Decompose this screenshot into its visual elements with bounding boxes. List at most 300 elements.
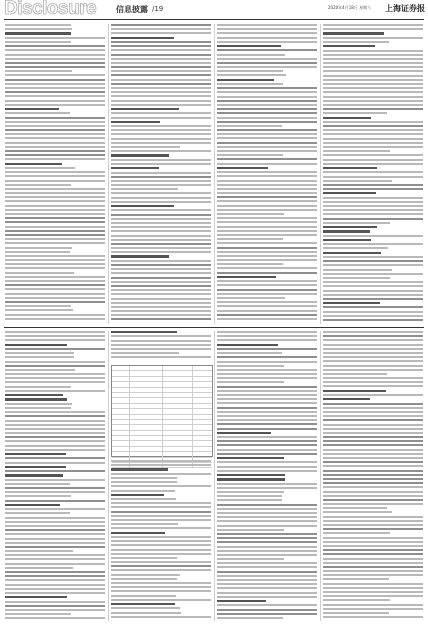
text-line [5,247,72,249]
text-line [323,411,423,413]
text-line [5,192,105,194]
text-line [111,612,181,614]
text-line [111,272,211,274]
text-line [323,553,423,555]
text-line [5,251,70,253]
text-line [323,294,423,296]
text-line [5,150,105,152]
text-line [323,365,423,367]
text-line [5,542,105,544]
text-line [111,578,177,580]
page-number: /19 [152,5,164,13]
text-line [5,167,75,169]
text-line [111,176,211,178]
text-line [5,601,105,603]
text-line [323,453,423,455]
text-line [5,217,105,219]
text-line [217,335,317,337]
text-line [217,348,317,350]
upper-column-4 [323,24,423,324]
text-line [323,457,423,459]
text-line [111,218,211,220]
text-line [323,167,377,169]
table-cell [130,404,162,408]
text-line [111,49,211,51]
text-line [111,511,211,513]
text-line [323,269,392,271]
text-line [217,461,317,463]
text-line [111,590,211,592]
table-cell [163,377,193,381]
text-line [5,495,71,497]
text-line [323,524,423,526]
table-cell [163,447,193,451]
table-cell [112,425,130,429]
text-line [5,112,70,114]
text-line [323,264,423,266]
text-line [323,587,423,589]
text-line [323,499,423,501]
text-line [323,541,423,543]
text-line [111,37,174,39]
text-line [323,348,423,350]
text-line [323,70,423,72]
text-line [111,468,168,470]
text-line [5,411,105,413]
text-line [217,377,317,379]
text-line [111,561,211,563]
text-line [323,32,384,34]
text-line [217,411,317,413]
text-line [323,549,423,551]
text-line [5,407,71,409]
text-line [111,222,211,224]
text-line [5,62,105,64]
text-line [5,163,62,165]
text-line [217,79,274,81]
table-cell [163,452,193,456]
text-line [217,444,317,446]
text-line [5,479,105,481]
text-line [111,205,174,207]
text-line [217,310,317,312]
text-line [5,588,105,590]
text-line [323,583,423,585]
text-line [111,243,211,245]
text-line [5,449,105,451]
text-line [111,586,211,588]
text-line [217,356,317,358]
text-line [5,74,105,76]
text-line [217,112,317,114]
text-line [217,66,317,68]
text-line [217,100,317,102]
text-line [111,331,177,333]
text-line [217,394,317,396]
text-line [5,567,73,569]
text-line [217,175,317,177]
text-line [217,213,284,215]
text-line [5,117,105,119]
text-line [217,436,317,438]
text-line [217,402,317,404]
text-line [111,104,211,106]
text-line [111,599,211,601]
table-cell [163,382,193,386]
text-line [111,318,211,320]
text-line [217,491,284,493]
text-line [217,525,317,527]
text-line [323,319,423,321]
upper-column-1 [5,24,105,324]
text-line [323,192,376,194]
table-cell [193,441,212,445]
text-line [111,607,180,609]
lower-column-2-text [111,460,211,620]
text-line [217,478,285,480]
text-line [217,167,268,169]
text-line [111,125,211,127]
text-line [5,133,105,135]
text-line [323,385,423,387]
text-line [217,365,284,367]
column-divider [320,331,321,621]
text-line [323,129,423,131]
masthead [0,0,428,18]
text-line [217,217,317,219]
table-cell [193,436,212,440]
paper-name: 上海证券报 [385,3,425,13]
text-line [323,440,423,442]
text-line [111,28,211,30]
text-line [323,403,423,405]
text-line [323,243,423,245]
text-line [5,596,67,598]
table-cell [112,398,130,402]
text-line [217,386,317,388]
table-cell [112,420,130,424]
text-line [5,571,105,573]
text-line [217,221,317,223]
text-line [111,494,164,496]
text-line [5,356,74,358]
text-line [217,554,317,556]
text-line [323,478,423,480]
text-line [217,390,317,392]
text-line [323,184,423,186]
table-cell [163,366,193,370]
text-line [111,188,178,190]
text-line [323,273,423,275]
table-cell [130,371,162,375]
text-line [111,574,180,576]
text-line [217,150,317,152]
text-line [5,445,105,447]
table-cell [130,398,162,402]
text-line [5,579,105,581]
text-line [5,263,105,265]
table-cell [130,409,162,413]
table-cell [193,415,212,419]
text-line [217,137,317,139]
text-line [5,386,71,388]
lower-column-1 [5,331,105,621]
text-line [217,512,317,514]
text-line [323,331,423,333]
text-line [217,41,317,43]
text-line [217,432,271,434]
text-line [217,415,317,417]
text-line [217,499,282,501]
text-line [217,28,317,30]
text-line [111,167,159,169]
table-cell [163,393,193,397]
text-line [111,112,211,114]
text-line [217,238,283,240]
table-cell [130,447,162,451]
text-line [5,609,105,611]
text-line [5,137,105,139]
text-line [217,575,317,577]
text-line [323,507,387,509]
text-line [323,428,423,430]
text-line [111,565,211,567]
text-line [217,305,317,307]
table-cell [130,420,162,424]
text-line [111,553,211,555]
text-line [111,268,211,270]
text-line [111,58,211,60]
text-line [217,596,317,598]
text-line [323,369,423,371]
text-line [323,511,392,513]
text-line [111,293,211,295]
text-line [111,603,175,605]
text-line [5,196,105,198]
text-line [323,125,423,127]
text-line [217,587,317,589]
text-line [217,407,317,409]
text-line [111,260,211,262]
text-line [5,453,66,455]
text-line [217,192,317,194]
text-line [111,192,211,194]
table-cell [163,388,193,392]
text-line [111,264,211,266]
text-line [111,502,211,504]
text-line [5,87,105,89]
text-line [111,197,211,199]
text-line [5,538,105,540]
text-line [111,62,211,64]
text-line [5,108,59,110]
text-line [111,163,211,165]
text-line [217,146,317,148]
text-line [323,62,423,64]
text-line [217,604,317,606]
text-line [217,440,317,442]
text-line [111,289,211,291]
text-line [217,184,317,186]
text-line [323,96,423,98]
table-cell [193,420,212,424]
text-line [5,432,105,434]
text-line [111,184,211,186]
table-cell [130,431,162,435]
text-line [5,242,105,244]
text-line [5,377,105,379]
table-cell [112,388,130,392]
text-line [217,361,317,363]
text-line [111,54,211,56]
text-line [217,293,317,295]
text-line [323,239,371,241]
text-line [217,331,317,333]
text-line [5,403,72,405]
text-line [5,70,72,72]
text-line [217,70,283,72]
table-cell [112,371,130,375]
text-line [111,83,211,85]
text-line [5,28,72,30]
text-line [217,474,285,476]
table-cell [163,404,193,408]
text-line [323,112,387,114]
text-line [217,339,317,341]
text-line [5,226,105,228]
text-line [323,390,386,392]
text-line [111,247,211,249]
text-line [217,54,285,56]
text-line [5,617,105,619]
text-line [217,96,317,98]
text-line [111,498,176,500]
text-line [323,503,423,505]
text-line [323,108,423,110]
text-line [5,45,105,47]
text-line [323,201,423,203]
text-line [5,171,105,173]
text-line [5,365,105,367]
table-cell [163,409,193,413]
text-line [217,32,317,34]
section-title: 信息披露 [116,5,148,14]
column-divider [320,24,321,324]
text-line [5,188,105,190]
text-line [5,125,105,127]
text-line [111,45,211,47]
text-line [217,226,317,228]
text-line [5,91,105,93]
text-line [5,474,63,476]
text-line [5,54,105,56]
text-line [217,158,317,160]
text-line [323,163,423,165]
text-line [111,477,177,479]
text-line [217,449,317,451]
text-line [5,483,70,485]
text-line [111,532,165,534]
text-line [323,28,423,30]
text-line [5,301,105,303]
table-cell [112,431,130,435]
text-line [217,121,317,123]
text-line [323,520,423,522]
text-line [323,91,423,93]
text-line [217,550,317,552]
text-line [5,184,71,186]
text-line [111,142,211,144]
text-line [5,37,105,39]
upper-column-2 [111,24,211,324]
text-line [5,49,105,51]
table-cell [130,393,162,397]
text-line [5,32,71,34]
table-cell [112,447,130,451]
text-line [323,311,423,313]
text-line [5,95,105,97]
text-line [111,335,211,337]
text-line [217,453,317,455]
text-line [5,563,105,565]
text-line [111,150,211,152]
section-rule [4,327,424,328]
table-cell [130,377,162,381]
text-line [5,466,66,468]
text-line [5,558,105,560]
text-line [323,146,423,148]
text-line [217,301,317,303]
text-line [217,284,317,286]
text-line [111,255,169,257]
text-line [5,500,105,502]
issue-date: 2020年4月18日 星期六 [328,5,372,10]
text-line [217,37,317,39]
text-line [323,344,423,346]
text-line [323,470,423,472]
text-line [111,464,211,466]
text-line [323,612,389,614]
text-line [217,508,317,510]
table-cell [193,377,212,381]
text-line [323,360,423,362]
text-line [217,117,317,119]
text-line [323,566,423,568]
text-line [323,528,423,530]
text-line [323,352,423,354]
text-line [217,259,317,261]
text-line [111,356,211,358]
table-cell [193,452,212,456]
text-line [5,605,105,607]
table-cell [130,452,162,456]
text-line [217,62,317,64]
column-divider [214,24,215,324]
text-line [217,58,317,60]
text-line [5,436,105,438]
text-line [217,617,283,619]
table-cell [130,382,162,386]
text-line [323,591,423,593]
text-line [5,584,105,586]
text-line [323,578,389,580]
text-line [5,504,60,506]
text-line [5,213,105,215]
text-line [111,74,211,76]
text-line [5,129,105,131]
text-line [111,344,211,346]
text-line [111,100,211,102]
